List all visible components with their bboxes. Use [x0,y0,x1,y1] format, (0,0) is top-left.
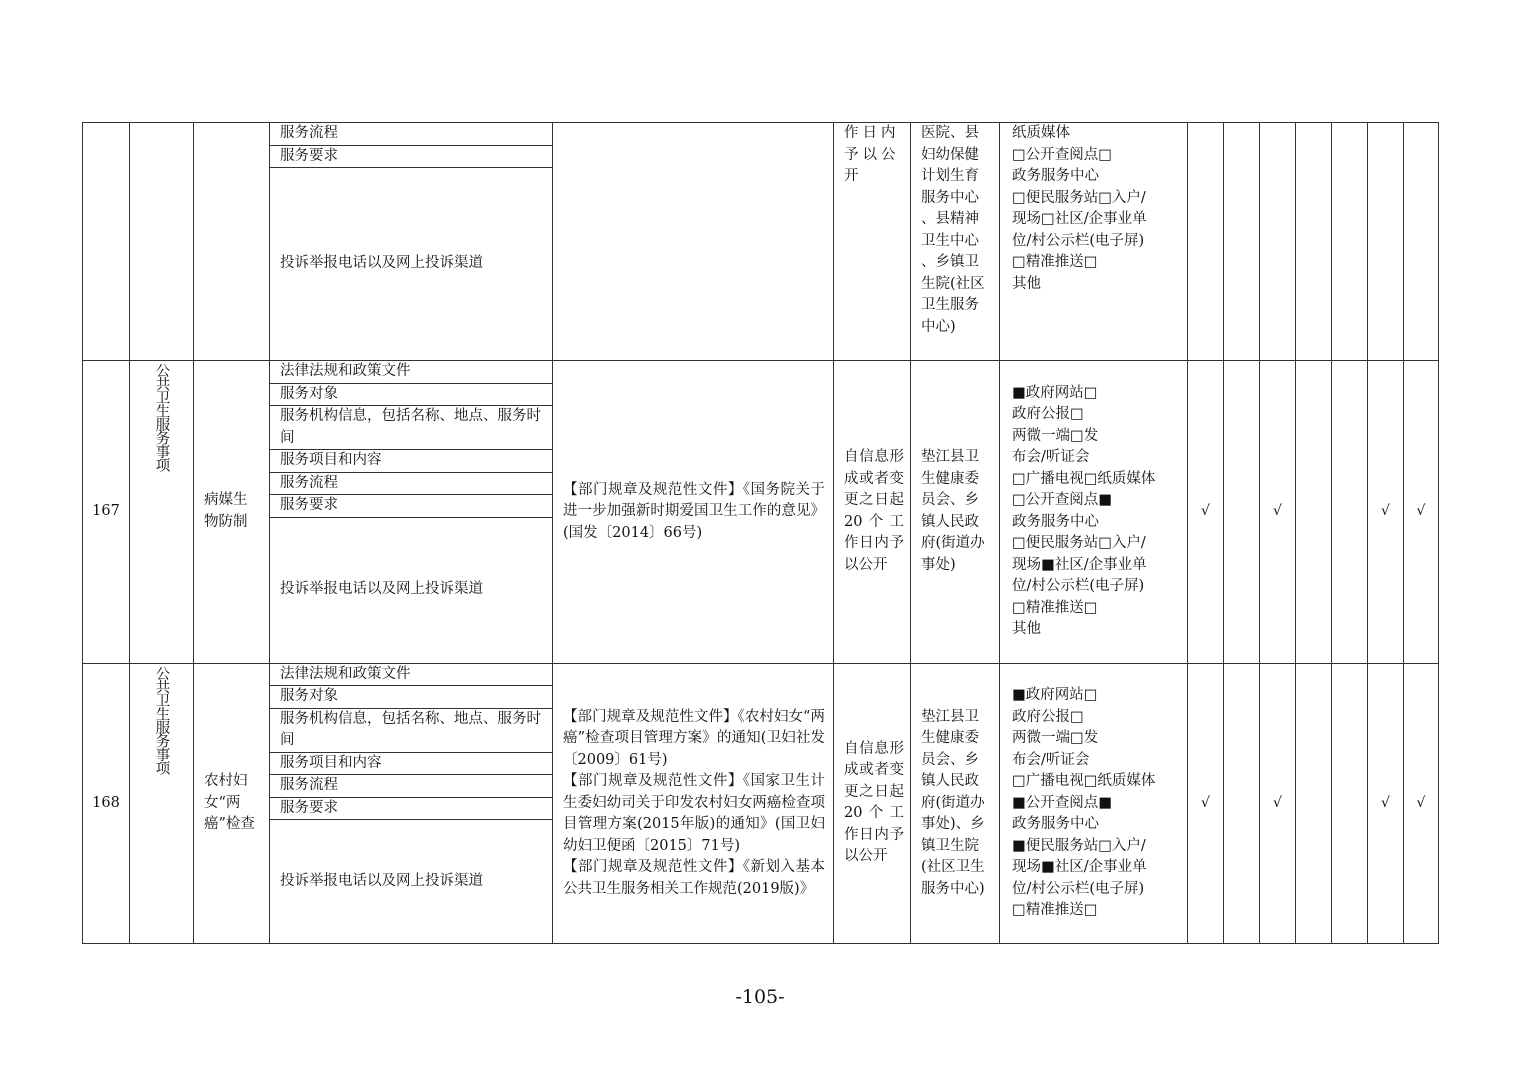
sub-item: 投诉举报电话以及网上投诉渠道 [270,168,553,361]
empty-item-cell [194,123,270,361]
empty-check-cell [1188,123,1224,361]
item-name: 农村妇女“两癌”检查 [194,663,270,944]
time-cell: 自信息形成或者变更之日起20个工作日内予以公开 [834,663,911,944]
subject-line: 、县精神 [921,211,979,227]
check-mark [1332,361,1368,664]
channel-line: 纸质媒体 [1012,125,1070,141]
subject-line: 卫生中心 [921,232,979,249]
subject-line: 、乡镇卫 [921,254,979,270]
basis-cell [553,361,834,664]
channel-line: 政府公报□ [1012,708,1084,725]
page-number: -105- [735,986,785,1008]
sub-item: 法律法规和政策文件 [270,361,553,384]
empty-check-cell [1260,123,1296,361]
time-cell: 自信息形成或者变更之日起20个工作日内予以公开 [834,361,911,664]
channel-line: 位/村公示栏(电子屏) [1012,578,1145,595]
basis-paragraph: 【部门规章及规范性文件】《新划入基本公共卫生服务相关工作规范(2019版)》 [563,859,825,897]
subject-cell: 垫江县卫生健康委员会、乡镇人民政府(街道办事处)、乡镇卫生院(社区卫生服务中心) [911,663,1000,944]
empty-check-cell [1296,123,1332,361]
empty-check-cell [1368,123,1404,361]
check-mark: √ [1260,663,1296,944]
empty-basis-cell [553,123,834,361]
channel-line: 布会/听证会 [1012,751,1090,768]
sub-item: 服务对象 [270,686,553,709]
subject-cell [911,123,1000,361]
subject-cell: 垫江县卫生健康委员会、乡镇人民政府(街道办事处) [911,361,1000,664]
check-mark [1296,361,1332,664]
channel-line: □公开查阅点■ [1012,492,1112,509]
subject-line: 服务中心 [921,189,979,206]
check-mark [1332,663,1368,944]
channel-line: 现场■社区/企事业单 [1012,556,1147,573]
sub-item: 投诉举报电话以及网上投诉渠道 [270,517,553,663]
table-row [83,663,1439,686]
check-mark: √ [1404,663,1439,944]
basis-cell [553,663,834,944]
time-line: 予以公 [844,146,900,163]
empty-check-cell [1404,123,1439,361]
sub-item: 投诉举报电话以及网上投诉渠道 [270,820,553,944]
channel-line: 两微一端□发 [1012,730,1099,746]
time-cell [834,123,911,361]
sub-item: 服务流程 [270,123,553,146]
channel-line: ■公开查阅点■ [1012,794,1112,811]
channel-line: 布会/听证会 [1012,449,1090,466]
channel-line: □公开查阅点□ [1012,146,1112,163]
continued-row [83,123,1439,146]
channel-line: □便民服务站□入户/ [1012,535,1146,552]
sub-item: 服务机构信息，包括名称、地点、服务时间 [270,708,553,752]
table-row [83,361,1439,384]
basis-paragraph: 【部门规章及规范性文件】《国家卫生计生委妇幼司关于印发农村妇女两癌检查项目管理方案(2015年版)的通知》(国卫妇幼妇卫便函〔2015〕71号) [563,773,825,854]
row-number: 168 [83,663,130,944]
channel-line: □精准推送□ [1012,254,1098,270]
sub-item: 服务对象 [270,383,553,406]
category-text: 公共卫生服务事项 [153,363,170,471]
category-cell [130,663,194,944]
channel-line: ■政府网站□ [1012,687,1098,703]
empty-category-cell [130,123,194,361]
channel-line: □精准推送□ [1012,599,1098,616]
channel-cell [1000,123,1188,361]
channel-line: 位/村公示栏(电子屏) [1012,232,1145,249]
check-mark: √ [1188,663,1224,944]
channel-line: 现场■社区/企事业单 [1012,859,1147,875]
channel-line: 政务服务中心 [1012,816,1099,832]
category-cell [130,361,194,664]
channel-line: □广播电视□纸质媒体 [1012,470,1156,487]
sub-item: 服务项目和内容 [270,752,553,775]
subject-line: 医院、县 [921,125,979,141]
subject-line: 妇幼保健 [921,146,979,163]
channel-line: □精准推送□ [1012,902,1098,918]
sub-item: 服务要求 [270,145,553,168]
category-text: 公共卫生服务事项 [153,665,170,774]
channel-line: ■便民服务站□入户/ [1012,837,1146,854]
disclosure-table [82,122,1439,944]
sub-item: 服务流程 [270,775,553,798]
channel-line: 其他 [1012,621,1041,638]
channel-line: 两微一端□发 [1012,427,1099,444]
check-mark: √ [1404,361,1439,664]
channel-line: 政务服务中心 [1012,513,1099,530]
sub-item: 服务要求 [270,797,553,820]
check-mark [1224,361,1260,664]
subject-line: 卫生服务 [921,297,979,313]
check-mark [1224,663,1260,944]
row-number: 167 [83,361,130,664]
empty-num-cell [83,123,130,361]
subject-line: 生院(社区 [921,275,985,292]
subject-line: 中心) [921,318,956,335]
check-mark: √ [1188,361,1224,664]
channel-line: ■政府网站□ [1012,384,1098,401]
time-line: 开 [844,168,859,184]
check-mark [1296,663,1332,944]
channel-line: 其他 [1012,275,1041,292]
sub-item: 服务流程 [270,472,553,495]
empty-check-cell [1224,123,1260,361]
sub-item: 服务机构信息，包括名称、地点、服务时间 [270,406,553,450]
check-mark: √ [1260,361,1296,664]
subject-line: 计划生育 [921,168,979,184]
channel-line: 政府公报□ [1012,406,1084,423]
channel-line: □广播电视□纸质媒体 [1012,773,1156,789]
time-line: 作日内 [844,125,900,141]
channel-cell [1000,663,1188,944]
item-name: 病媒生物防制 [194,361,270,664]
basis-paragraph: 【部门规章及规范性文件】《农村妇女“两癌”检查项目管理方案》的通知(卫妇社发〔2009〕61号) [563,708,825,768]
check-mark: √ [1368,663,1404,944]
channel-line: 政务服务中心 [1012,168,1099,184]
channel-cell [1000,361,1188,664]
sub-item: 服务项目和内容 [270,450,553,473]
sub-item: 法律法规和政策文件 [270,663,553,686]
check-mark: √ [1368,361,1404,664]
channel-line: 位/村公示栏(电子屏) [1012,880,1145,897]
channel-line: 现场□社区/企事业单 [1012,211,1147,227]
sub-item: 服务要求 [270,495,553,518]
channel-line: □便民服务站□入户/ [1012,189,1146,206]
basis-paragraph: 【部门规章及规范性文件】《国务院关于进一步加强新时期爱国卫生工作的意见》(国发〔2014〕66号) [563,481,825,541]
empty-check-cell [1332,123,1368,361]
